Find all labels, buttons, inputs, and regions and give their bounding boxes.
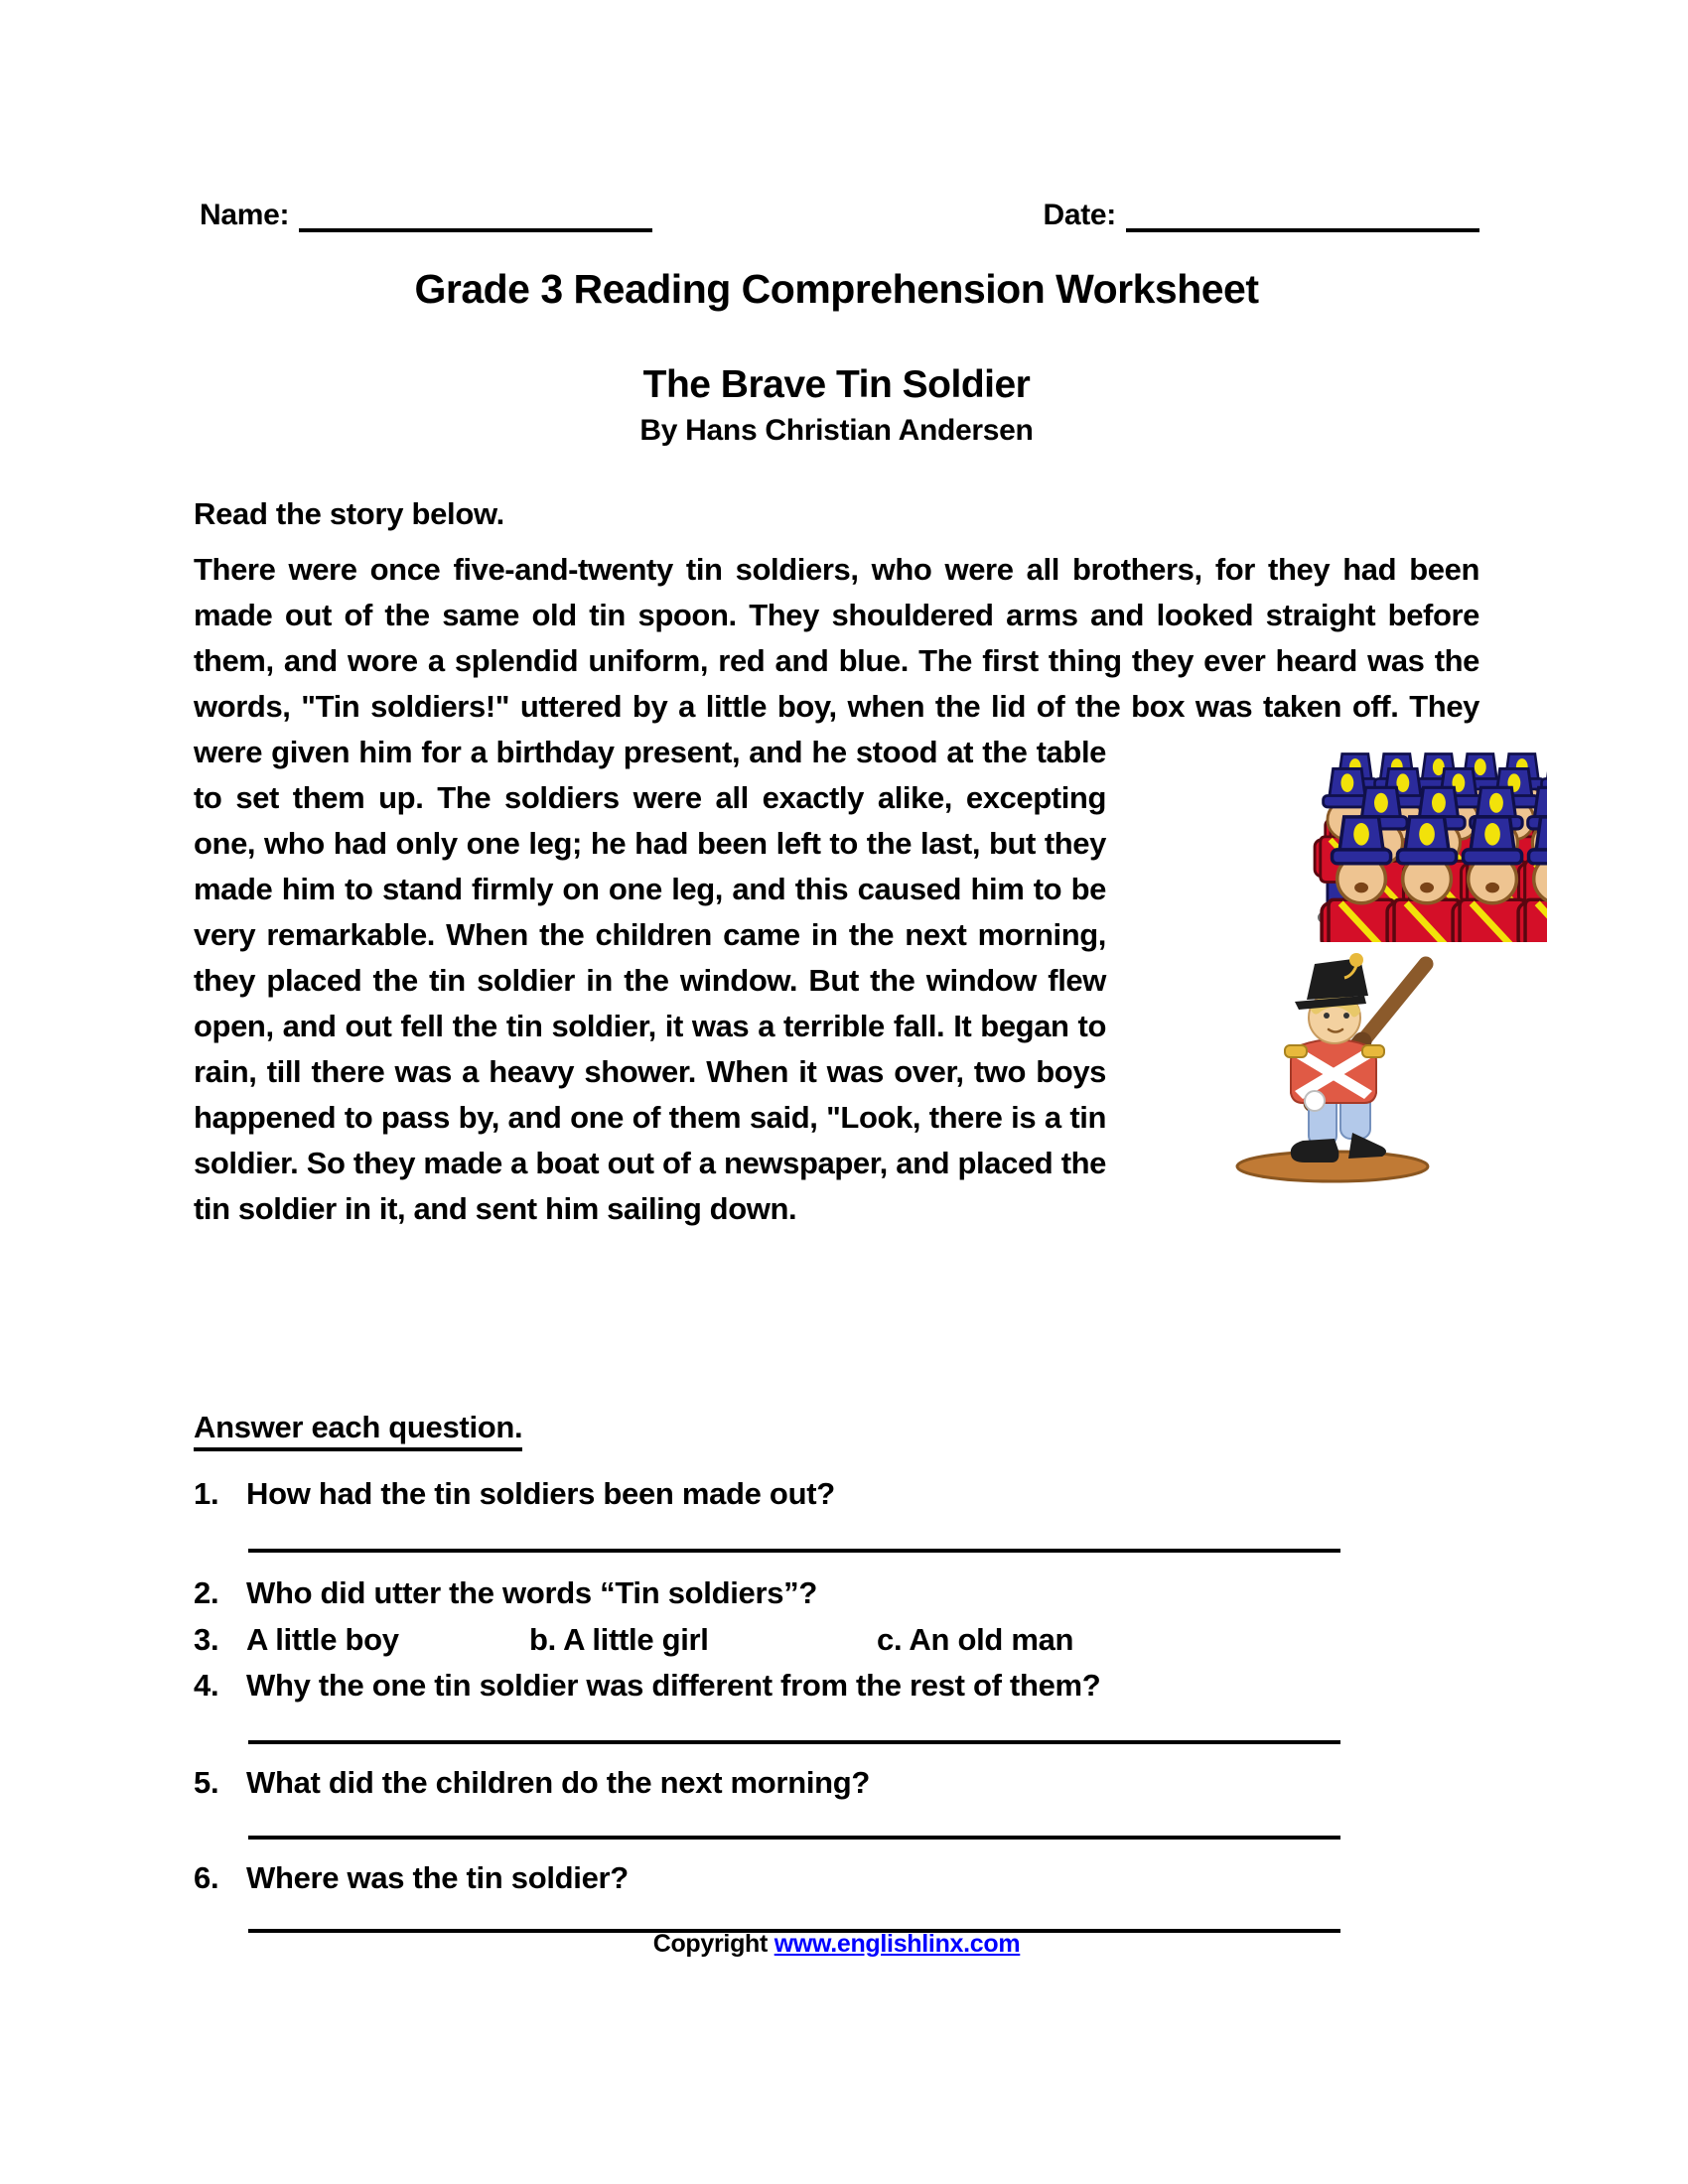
question-2-text: Who did utter the words “Tin soldiers”?	[246, 1575, 818, 1610]
question-2	[194, 1572, 1479, 1614]
name-label: Name:	[200, 199, 290, 231]
story-byline: By Hans Christian Andersen	[639, 414, 1034, 447]
questions-heading: Answer each question.	[194, 1410, 522, 1451]
question-3-options	[246, 1619, 1073, 1661]
question-5-text: What did the children do the next morning?	[246, 1765, 871, 1800]
page-title: Grade 3 Reading Comprehension Worksheet	[414, 266, 1259, 312]
option-b[interactable]: b. A little girl	[529, 1622, 709, 1657]
question-4	[194, 1665, 1479, 1706]
tin-soldier-illustration	[1215, 946, 1454, 1186]
tin-soldiers-group-illustration	[1148, 744, 1547, 942]
question-6-text: Where was the tin soldier?	[246, 1860, 629, 1895]
question-3-number: 3.	[194, 1622, 219, 1657]
read-story-instruction: Read the story below.	[194, 496, 504, 531]
answer-line-2[interactable]	[248, 1740, 1340, 1744]
answer-line-3[interactable]	[248, 1836, 1340, 1840]
header-row	[200, 197, 1479, 232]
story-illustrations	[1120, 730, 1479, 1188]
date-label: Date:	[1043, 199, 1116, 231]
name-blank-line[interactable]	[299, 197, 652, 232]
question-4-number: 4.	[194, 1668, 219, 1703]
date-field-group	[1043, 197, 1479, 232]
question-2-number: 2.	[194, 1575, 219, 1610]
footer	[194, 1930, 1479, 1959]
option-a[interactable]: A little boy	[246, 1622, 399, 1657]
story-text-part2: present, and he stood at the table to set them up. The soldiers were all exactly alike, excepting one, who had only one leg; he had been left to the last, but they made him to stand firmly on one leg, and this caused him to be very remarkable. When the children came in the next morning, they placed the tin soldier in the window. But the window flew open, and out fell the tin soldier, it was a terrible fall. It began to rain, till there was a heavy shower. When it was over, two boys happened to pass by, and one of them said, "Look, there is a tin soldier. So they made a boat out of a newspaper, and placed the tin soldier in it, and sent him sailing down.	[194, 735, 1106, 1226]
story-text-part1: There were once five-and-twenty tin soldiers, who were all brothers, for they had been made out of the same old tin spoon. They shouldered arms and looked straight before them, and wore a splendid uniform, red and blue. The first thing they ever heard was the words, "Tin soldiers!" uttered by a little boy, when the lid of the box was taken off. They were given him for a birthday	[194, 552, 1479, 769]
answer-line-1[interactable]	[248, 1549, 1340, 1553]
question-5	[194, 1762, 1479, 1804]
question-5-number: 5.	[194, 1765, 219, 1800]
question-6	[194, 1857, 1479, 1899]
question-1	[194, 1473, 1479, 1515]
story-paragraph	[194, 547, 1479, 1232]
englishlinx-link[interactable]: www.englishlinx.com	[774, 1930, 1021, 1958]
question-1-text: How had the tin soldiers been made out?	[246, 1476, 835, 1511]
questions-section	[194, 1410, 1479, 1933]
question-1-number: 1.	[194, 1476, 219, 1511]
question-3	[194, 1619, 1479, 1661]
question-4-text: Why the one tin soldier was different from the rest of them?	[246, 1668, 1101, 1703]
copyright-label: Copyright	[652, 1930, 769, 1958]
question-6-number: 6.	[194, 1860, 219, 1895]
date-blank-line[interactable]	[1126, 197, 1479, 232]
option-c[interactable]: c. An old man	[877, 1622, 1074, 1657]
story-title: The Brave Tin Soldier	[642, 363, 1031, 406]
name-field-group	[200, 197, 652, 232]
